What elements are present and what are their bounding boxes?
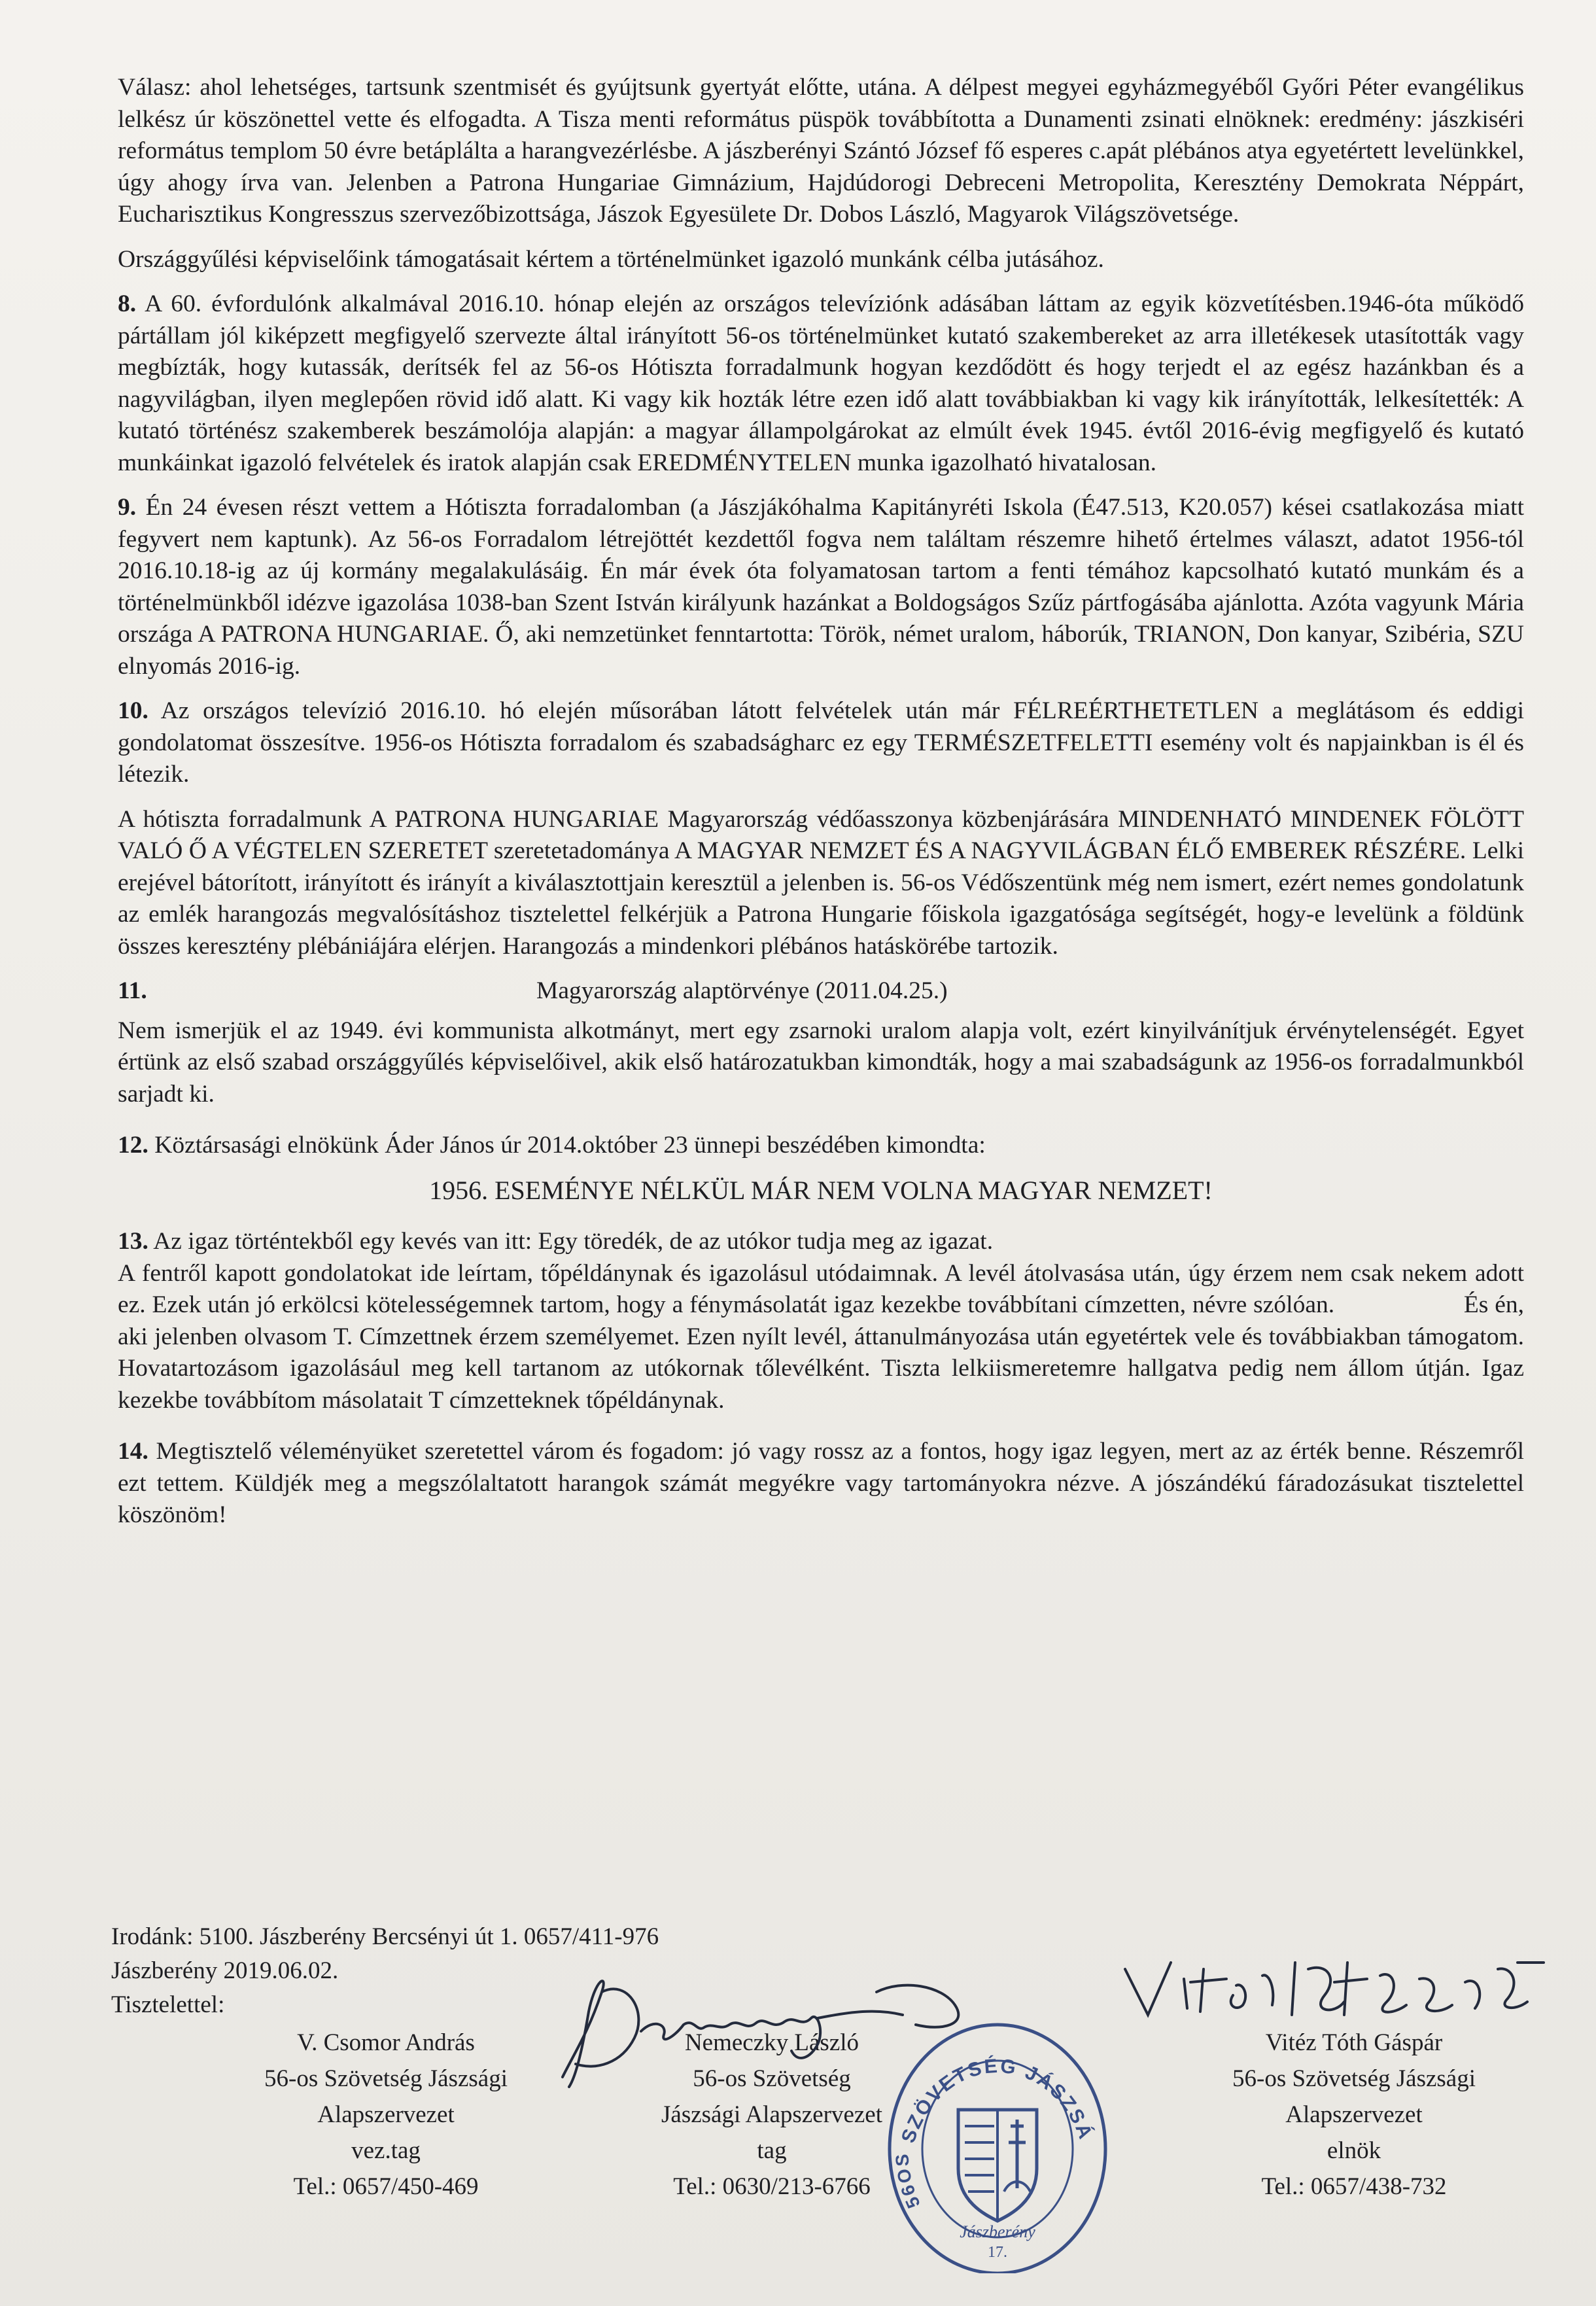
signatory-role: tag bbox=[757, 2137, 787, 2164]
section-8 bbox=[118, 288, 1524, 479]
signatory-1 bbox=[203, 2025, 569, 2205]
section-text: Az országos televízió 2016.10. hó elején műsorában látott felvételek után már FÉLREÉRTHETETLEN a meglátásom és eddigi gondolatomat összesítve. 1956-os Hótiszta forradalom és szabadságharc ez egy TERMÉSZETFELETTI esemény volt és napjainkban is él és létezik. bbox=[118, 697, 1524, 788]
signatory-3 bbox=[1171, 2025, 1537, 2205]
signatory-name: Vitéz Tóth Gáspár bbox=[1265, 2029, 1443, 2056]
signatory-phone: Tel.: 0657/438-732 bbox=[1261, 2173, 1447, 2200]
organization-stamp bbox=[883, 2012, 1112, 2273]
letter-body bbox=[118, 72, 1531, 1545]
signatory-org: 56-os Szövetség Jászsági bbox=[1232, 2065, 1476, 2092]
section-11: Nem ismerjük el az 1949. évi kommunista alkotmányt, mert egy zsarnoki uralom alapja volt, ezért kinyilvánítjuk érvénytelenségét. Egyet értünk az első szabad országgyűlés képviselőivel, akik első határozatukban kimondták, hogy a mai szabadságunk az 1956-os forradalmunkból sarjadt ki. bbox=[118, 1017, 1524, 1108]
section-number: 11. bbox=[118, 977, 147, 1004]
stamp-number: 17. bbox=[988, 2244, 1007, 2261]
section-text: Megtisztelő véleményüket szeretettel várom és fogadom: jó vagy rossz az a fontos, hogy igaz legyen, mert az az érték benne. Részemről ezt tettem. Küldjék meg a megszólaltatott harangok számát megyékre vagy tartományokra nézve. A jószándékú fáradozásukat tisztelettel köszönöm! bbox=[118, 1438, 1525, 1528]
section-number: 12. bbox=[118, 1132, 148, 1159]
section-text: A 60. évfordulónk alkalmával 2016.10. hónap elején az országos televíziónk adásában láttam az egyik közvetítésben.1946-óta működő pártállam jól kiképzett megfigyelő szervezte által irányított 56-os történelmünket kutató szakembereket az arra illetékesek utasították vagy megbízták, hogy kutassák, derítsék fel az 56-os Hótiszta forradalmunk hogyan kezdődött és hogy terjedt el az egész hazánkban és a nagyvilágban, ilyen meglepően rövid idő alatt. Ki vagy kik hozták létre ezen idő alatt továbbiakban ki vagy kik irányították, lelkesítették: A kutató történész szakemberek beszámolója alapján: a magyar állampolgárokat az elmúlt évek 1945. évtől 2016-évig megfigyelő és kutató munkáinkat igazoló felvételek és iratok alapján csak EREDMÉNYTELEN munka igazolható hivatalosan. bbox=[118, 290, 1524, 476]
section-number: 9. bbox=[118, 494, 137, 521]
section-number: 10. bbox=[118, 697, 148, 724]
section-12 bbox=[118, 1130, 1524, 1162]
section-10 bbox=[118, 695, 1524, 791]
section-12-quote: 1956. ESEMÉNYE NÉLKÜL MÁR NEM VOLNA MAGYAR NEMZET! bbox=[429, 1175, 1213, 1205]
stamp-ring-text: SZÖVETSÉG JÁSZSÁ bbox=[897, 2055, 1097, 2146]
section-13-body: A fentről kapott gondolatokat ide leírtam, tőpéldánynak és igazolásul utódaimnak. A levél átolvasása után, úgy érzem nem csak nekem adott ez. Ezek után jó erkölcsi kötelességemnek tartom, hogy a fénymásolatát igaz kezekbe továbbítani címzetten, névre szólóan. És én, aki jelenben olvasom T. Címzettnek érzem személyemet. Ezen nyílt levél, áttanulmányozása után egyetértek vele és továbbiakban támogatom. Hovatartozásom igazolásául meg kell tartanom az utókornak tőlevélként. Tiszta lelkiismeretemre hallgatva pedig nem állom útján. Igaz kezekbe továbbítom másolatait T címzetteknek tőpéldánynak. bbox=[118, 1259, 1531, 1414]
letter-date: Jászberény 2019.06.02. bbox=[111, 1957, 339, 1984]
signatory-org: 56-os Szövetség bbox=[693, 2065, 851, 2092]
section-10-continued: A hótiszta forradalmunk A PATRONA HUNGARIAE Magyarország védőasszonya közbenjárására MINDENHATÓ MINDENEK FÖLÖTT VALÓ Ő A VÉGTELEN SZERETET szeretetadománya A MAGYAR NEMZET ÉS A NAGYVILÁGBAN ÉLŐ EMBEREK RÉSZÉRE. Lelki erejével bátorított, irányított és irányít a kiválasztottjain keresztül a jelenben is. 56-os Védőszentünk még nem ismert, ezért nemes gondolatunk az emlék harangozás megvalósításhoz tisztelettel felkérjük a Patrona Hungarie főiskola igazgatósága segítségét, hogy-e levelünk a földünk összes keresztény plébániájára elérjen. Harangozás a mindenkori plébános hatáskörébe tartozik. bbox=[118, 805, 1524, 960]
signatory-org: 56-os Szövetség Jászsági bbox=[264, 2065, 508, 2092]
signatory-name: Nemeczky László bbox=[684, 2029, 859, 2056]
section-text: Az igaz történtekből egy kevés van itt: Egy töredék, de az utókor tudja meg az igazat. bbox=[153, 1228, 994, 1255]
signatory-role: vez.tag bbox=[351, 2137, 421, 2164]
signatory-name: V. Csomor András bbox=[297, 2029, 475, 2056]
section-text: Én 24 évesen részt vettem a Hótiszta forradalomban (a Jászjákóhalma Kapitányréti Iskola (É47.513, K20.057) kései csatlakozása miatt fegyvert nem kaptunk). Az 56-os Forradalom létrejöttét kezdettől fogva nem találtam részemre hihető értelmes választ, adatot 1956-tól 2016.10.18-ig az új kormány megalakulásáig. Én már évek óta folyamatosan tartom a fenti témához kapcsolható kutató munkám és a történelmünkből idézve igazolása 1038-ban Szent István királyunk hazánkat a Boldogságos Szűz pártfogásába ajánlotta. Azóta vagyunk Mária országa A PATRONA HUNGARIAE. Ő, aki nemzetünket fenntartotta: Török, német uralom, háborúk, TRIANON, Don kanyar, Szibéria, SZU elnyomás 2016-ig. bbox=[118, 494, 1524, 680]
stamp-ring-left-text: 56OS bbox=[892, 2151, 924, 2212]
signatory-phone: Tel.: 0630/213-6766 bbox=[673, 2173, 871, 2200]
signature-toth bbox=[1112, 1943, 1557, 2041]
section-number: 8. bbox=[118, 290, 137, 317]
signatory-role: elnök bbox=[1327, 2137, 1381, 2164]
section-heading: Magyarország alaptörvénye (2011.04.25.) bbox=[536, 977, 948, 1004]
section-number: 13. bbox=[118, 1228, 148, 1255]
svg-text:56OS bbox=[892, 2152, 924, 2211]
stamp-seal-icon bbox=[883, 2012, 1112, 2273]
closing-greeting: Tisztelettel: bbox=[111, 1991, 225, 2018]
section-text: Köztársasági elnökünk Áder János úr 2014.október 23 ünnepi beszédében kimondta: bbox=[154, 1132, 986, 1159]
section-11-header bbox=[118, 975, 1524, 1007]
signatory-org: Jászsági Alapszervezet bbox=[661, 2101, 882, 2128]
section-9 bbox=[118, 492, 1524, 682]
stamp-city: Jászberény bbox=[960, 2222, 1035, 2241]
signatory-org: Alapszervezet bbox=[317, 2101, 455, 2128]
intro-paragraph-1: Válasz: ahol lehetséges, tartsunk szentmisét és gyújtsunk gyertyát előtte, utána. A délpest megyei egyházmegyéből Győri Péter evangélikus lelkész úr köszönettel vette és elfogadta. A Tisza menti református püspök továbbította a Dunamenti zsinati elnöknek: eredmény: jászkiséri református templom 50 évre betáplálta a harangvezérlésbe. A jászberényi Szántó József fő esperes c.apát plébános atya egyetértett levelünkkel, úgy ahogy írva van. Jelenben a Patrona Hungariae Gimnázium, Hajdúdorogi Debreceni Metropolita, Keresztény Demokrata Néppárt, Eucharisztikus Kongresszus szervezőbizottsága, Jászok Egyesülete Dr. Dobos László, Magyarok Világszövetsége. bbox=[118, 74, 1524, 228]
signatory-org: Alapszervezet bbox=[1285, 2101, 1423, 2128]
section-number: 14. bbox=[118, 1438, 148, 1465]
section-14 bbox=[118, 1436, 1524, 1531]
office-address: Irodánk: 5100. Jászberény Bercsényi út 1. 0657/411-976 bbox=[111, 1923, 659, 1950]
intro-paragraph-2: Országgyűlési képviselőink támogatásait kértem a történelmünket igazoló munkánk célba jutásához. bbox=[118, 245, 1104, 273]
signatory-phone: Tel.: 0657/450-469 bbox=[293, 2173, 479, 2200]
section-13 bbox=[118, 1226, 1524, 1258]
